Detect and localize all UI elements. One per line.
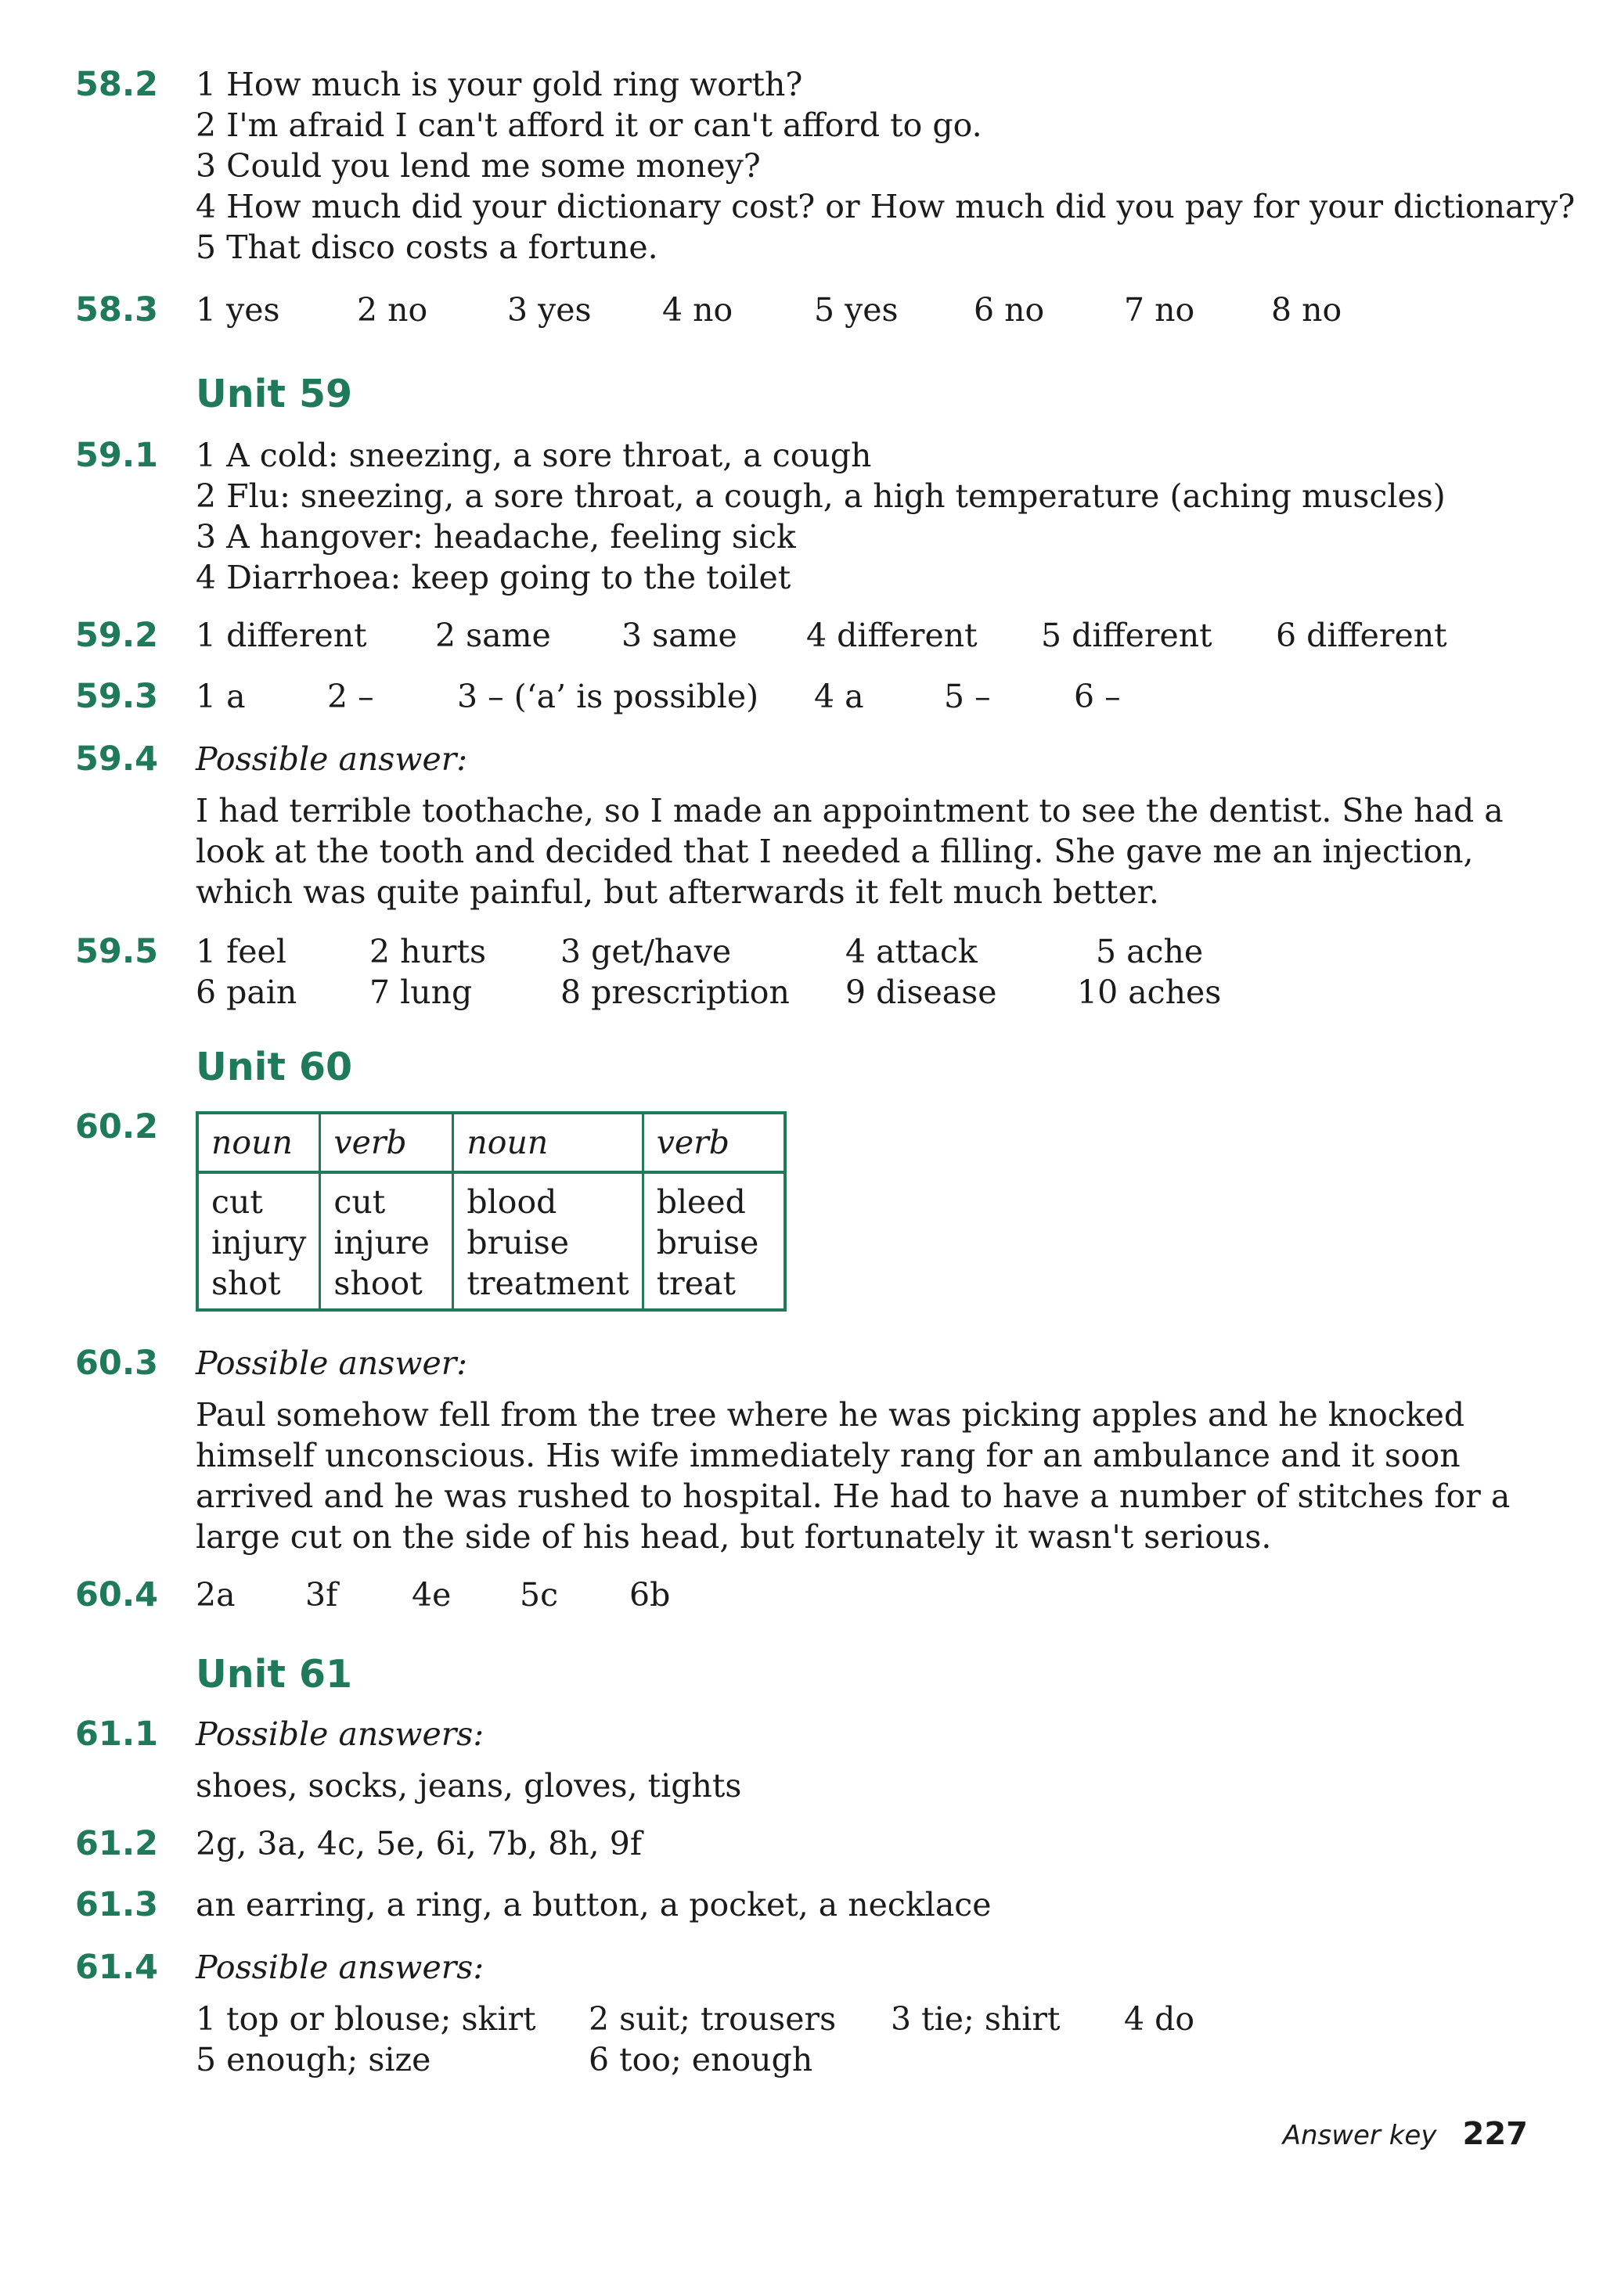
answer-item: 9 disease: [845, 973, 997, 1011]
exercise-number: 58.2: [75, 65, 159, 104]
answer-paragraph: Paul somehow fell from the tree where he was picking apples and he knocked himself unconscious. His wife immediately rang for an ambulance and it soon arrived and he was rushed to hospital. He had to have a number of stitches for a large cut on the side of his head, but fortunately it wasn't serious.: [196, 1396, 1511, 1556]
answer-item: 1 different: [196, 617, 367, 654]
answer-item: 2 hurts: [369, 933, 487, 970]
answer-row: [196, 1574, 1556, 1615]
answer-item: 5 different: [1041, 617, 1212, 654]
answer-line: an earring, a ring, a button, a pocket, a necklace: [196, 1886, 992, 1924]
cell-word: injure: [333, 1224, 430, 1261]
possible-answer-label: Possible answers:: [196, 1715, 485, 1753]
answer-item: 8 no: [1271, 291, 1342, 329]
exercise-number: 58.3: [75, 290, 159, 329]
word-forms-table: [196, 1111, 787, 1312]
answer-row: [196, 676, 1556, 717]
answer-item: 4 no: [662, 291, 733, 329]
answer-line: 2g, 3a, 4c, 5e, 6i, 7b, 8h, 9f: [196, 1825, 642, 1862]
page-footer: [1283, 2113, 1528, 2156]
answer-item: 8 prescription: [560, 973, 790, 1011]
answer-paragraph: I had terrible toothache, so I made an appointment to see the dentist. She had a look at the tooth and decided that I needed a filling. She gave me an injection, which was quite painful, but afterwards it felt much better.: [196, 792, 1504, 911]
answer-item: 6 –: [1074, 678, 1121, 715]
answer-row: [196, 1999, 1556, 2039]
answer-item: 6 no: [974, 291, 1045, 329]
exercise-number: 61.2: [75, 1824, 159, 1863]
answer-item: 1 a: [196, 678, 246, 715]
answer-item: 3 – (‘a’ is possible): [457, 678, 759, 715]
table-header: noun: [453, 1113, 643, 1172]
cell-word: injury: [211, 1224, 307, 1261]
unit-heading: Unit 59: [196, 372, 353, 416]
answer-item: 2 suit; trousers: [589, 2000, 837, 2038]
table-cell: [197, 1172, 320, 1310]
unit-heading: Unit 61: [196, 1652, 353, 1697]
answer-item: 3 yes: [507, 291, 592, 329]
cell-word: cut: [211, 1183, 263, 1221]
answer-item: 4e: [412, 1576, 452, 1614]
answer-item: 2 –: [327, 678, 374, 715]
footer-label: Answer key: [1282, 2120, 1437, 2151]
cell-word: blood: [466, 1183, 557, 1221]
answer-item: 6b: [629, 1576, 671, 1614]
cell-word: bruise: [656, 1224, 759, 1261]
answer-item: 4 attack: [845, 933, 978, 970]
answer-row: [196, 615, 1556, 656]
possible-answer-label: Possible answer:: [196, 1344, 468, 1382]
cell-word: bleed: [656, 1183, 746, 1221]
answer-item: 5 –: [944, 678, 991, 715]
answer-item: 4 different: [806, 617, 978, 654]
answer-row: [196, 290, 1556, 330]
answer-item: 5 yes: [814, 291, 899, 329]
exercise-number: 61.1: [75, 1715, 159, 1754]
possible-answer-label: Possible answers:: [196, 1949, 485, 1986]
exercise-number: 60.2: [75, 1107, 159, 1146]
table-header-row: [197, 1113, 785, 1172]
table-header: verb: [643, 1113, 785, 1172]
answer-item: 6 different: [1276, 617, 1447, 654]
answer-item: 2a: [196, 1576, 236, 1614]
unit-heading: Unit 60: [196, 1045, 353, 1089]
exercise-number: 60.3: [75, 1344, 159, 1383]
answer-item: 7 lung: [369, 973, 473, 1011]
cell-word: bruise: [466, 1224, 570, 1261]
cell-word: treat: [656, 1265, 736, 1302]
answer-line: 1 How much is your gold ring worth?: [196, 66, 803, 103]
exercise-number: 59.2: [75, 616, 159, 655]
answer-item: 7 no: [1124, 291, 1195, 329]
possible-answer-label: Possible answer:: [196, 740, 468, 778]
exercise-number: 59.4: [75, 740, 159, 779]
answer-item: 3 get/have: [560, 933, 732, 970]
cell-word: shot: [211, 1265, 281, 1302]
table-row: [197, 1172, 785, 1310]
answer-line: 1 A cold: sneezing, a sore throat, a cough: [196, 437, 872, 474]
answer-line: 4 Diarrhoea: keep going to the toilet: [196, 559, 791, 596]
answer-item: 4 a: [814, 678, 864, 715]
table-header: verb: [320, 1113, 453, 1172]
answer-item: 5 enough; size: [196, 2041, 431, 2078]
exercise-number: 59.3: [75, 677, 159, 716]
exercise-number: 60.4: [75, 1575, 159, 1614]
exercise-number: 61.3: [75, 1885, 159, 1924]
answer-line: 2 Flu: sneezing, a sore throat, a cough, a high temperature (aching muscles): [196, 477, 1446, 515]
answer-item: 4 do: [1124, 2000, 1195, 2038]
table-cell: [643, 1172, 785, 1310]
exercise-number: 61.4: [75, 1948, 159, 1987]
answer-item: 2 no: [357, 291, 428, 329]
answer-row: [196, 931, 1556, 972]
answer-item: 3 same: [621, 617, 737, 654]
answer-row: [196, 972, 1556, 1013]
answer-line: 5 That disco costs a fortune.: [196, 229, 658, 266]
answer-line: shoes, socks, jeans, gloves, tights: [196, 1767, 742, 1805]
answer-item: 3f: [305, 1576, 338, 1614]
answer-line: 4 How much did your dictionary cost? or How much did you pay for your dictionary?: [196, 188, 1576, 225]
answer-item: 5 ache: [1096, 933, 1204, 970]
answer-item: 10 aches: [1077, 973, 1222, 1011]
answer-item: 1 feel: [196, 933, 286, 970]
table-cell: [453, 1172, 643, 1310]
exercise-number: 59.1: [75, 436, 159, 475]
answer-item: 1 yes: [196, 291, 280, 329]
answer-line: 3 A hangover: headache, feeling sick: [196, 518, 796, 556]
answer-item: 1 top or blouse; skirt: [196, 2000, 536, 2038]
cell-word: treatment: [466, 1265, 629, 1302]
table-cell: [320, 1172, 453, 1310]
answer-row: [196, 2039, 1556, 2080]
answer-item: 6 too; enough: [589, 2041, 813, 2078]
answer-item: 3 tie; shirt: [891, 2000, 1061, 2038]
answer-item: 2 same: [435, 617, 551, 654]
answer-line: 3 Could you lend me some money?: [196, 147, 761, 185]
answer-item: 5c: [520, 1576, 559, 1614]
page-number: 227: [1462, 2116, 1528, 2152]
answer-line: 2 I'm afraid I can't afford it or can't afford to go.: [196, 106, 982, 144]
table-header: noun: [197, 1113, 320, 1172]
answer-item: 6 pain: [196, 973, 297, 1011]
cell-word: cut: [333, 1183, 386, 1221]
cell-word: shoot: [333, 1265, 423, 1302]
exercise-number: 59.5: [75, 932, 159, 971]
